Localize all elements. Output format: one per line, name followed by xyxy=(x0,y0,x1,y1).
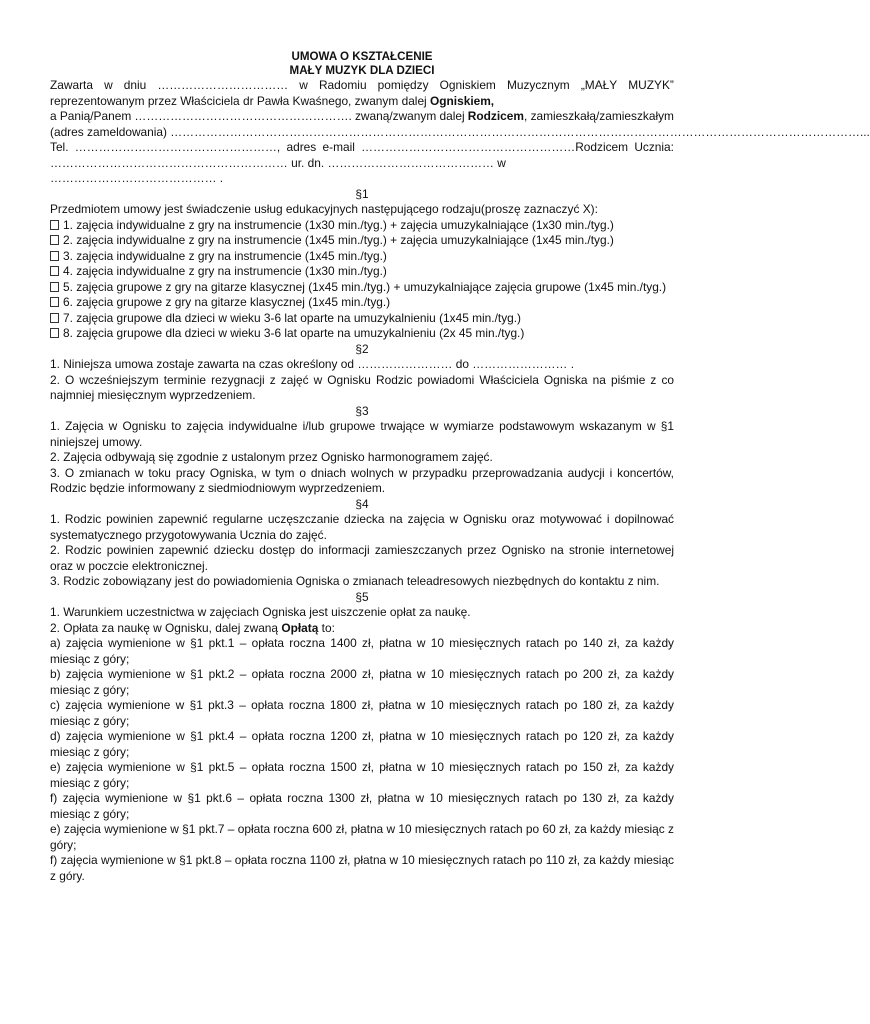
document-title-line-1: UMOWA O KSZTAŁCENIE xyxy=(291,50,433,63)
section-4-paragraph: 2. Rodzic powinien zapewnić dziecku dostęp do informacji zamieszczanych przez Ognisko na stronie internetowej oraz w poczcie elektronicznej. xyxy=(50,543,674,573)
section-5-paragraph xyxy=(50,621,674,637)
section-5-paragraph: 1. Warunkiem uczestnictwa w zajęciach Ogniska jest uiszczenie opłat za naukę. xyxy=(50,605,471,619)
option-label: 6. zajęcia grupowe z gry na gitarze klasycznej (1x45 min./tyg.) xyxy=(63,295,391,309)
service-option xyxy=(50,295,674,311)
intro-word: Muzycznym xyxy=(506,78,570,92)
fee-item: e) zajęcia wymienione w §1 pkt.7 – opłata roczna 600 zł, płatna w 10 miesięcznych ratach po 60 zł, za każdy miesiąc z góry; xyxy=(50,822,674,852)
option-label: 1. zajęcia indywidualne z gry na instrumencie (1x30 min./tyg.) + zajęcia umuzykalniające (1x30 min./tyg.) xyxy=(63,217,614,232)
section-3-paragraph: 2. Zajęcia odbywają się zgodnie z ustalonym przez Ognisko harmonogramem zajęć. xyxy=(50,450,493,464)
fee-item: d) zajęcia wymienione w §1 pkt.4 – opłata roczna 1200 zł, płatna w 10 miesięcznych ratach po 120 zł, za każdy miesiąc z góry; xyxy=(50,729,674,759)
service-option xyxy=(50,326,674,342)
service-option xyxy=(50,233,674,249)
name-blank: ………………………………………………. xyxy=(134,109,352,123)
option-checkbox[interactable] xyxy=(50,266,59,276)
intro-line-3 xyxy=(50,109,674,125)
intro-bold-ognisko: Ogniskiem, xyxy=(430,93,495,108)
date-blank: …………………………… xyxy=(157,78,289,92)
intro-word: „MAŁY xyxy=(580,78,618,92)
document-title-line-2: MAŁY MUZYK DLA DZIECI xyxy=(289,64,435,77)
service-option xyxy=(50,218,674,234)
phone-blank: ……………………………………………, xyxy=(74,140,281,154)
option-label: 8. zajęcia grupowe dla dzieci w wieku 3-6 lat oparte na umuzykalnieniu (2x 45 min./tyg.) xyxy=(63,326,525,340)
fee-item: b) zajęcia wymienione w §1 pkt.2 – opłata roczna 2000 zł, płatna w 10 miesięcznych ratach po 200 zł, za każdy miesiąc z góry; xyxy=(50,667,674,697)
intro-text: , zamieszkałą/zamieszkałym xyxy=(523,109,674,123)
intro-word: Ucznia: xyxy=(634,140,674,154)
intro-line-1 xyxy=(50,78,674,94)
option-label: 3. zajęcia indywidualne z gry na instrumencie (1x45 min./tyg.) xyxy=(63,248,387,263)
intro-word: Zawarta xyxy=(50,78,93,92)
intro-rodzic-group xyxy=(468,109,674,125)
intro-word: dalej xyxy=(439,109,465,123)
service-option xyxy=(50,264,674,280)
option-checkbox[interactable] xyxy=(50,313,59,323)
fee-intro-text: to: xyxy=(318,620,335,635)
section-4-paragraph: 1. Rodzic powinien zapewnić regularne uczęszczanie dziecka na zajęcia w Ognisku oraz motywować i dopilnować systematycznego przygotowywania Ucznia do zajęć. xyxy=(50,512,674,542)
contract-document xyxy=(50,50,870,884)
fee-item: a) zajęcia wymienione w §1 pkt.1 – opłata roczna 1400 zł, płatna w 10 miesięcznych ratach po 140 zł, za każdy miesiąc z góry; xyxy=(50,636,674,666)
section-2-heading: §2 xyxy=(355,341,369,356)
section-3-paragraph: 3. O zmianach w toku pracy Ogniska, w tym o dniach wolnych w przypadku przeprowadzania audycji i koncertów, Rodzic będzie informowany z siedmiodniowym wyprzedzeniem. xyxy=(50,465,674,495)
intro-word: zwaną/zwanym xyxy=(354,109,437,123)
intro-word: w xyxy=(299,78,308,92)
intro-word: Radomiu xyxy=(318,78,367,92)
section-5-heading: §5 xyxy=(355,589,369,604)
intro-line-2 xyxy=(50,94,674,110)
option-label: 5. zajęcia grupowe z gry na gitarze klasycznej (1x45 min./tyg.) + umuzykalniające zajęcia grupowe (1x45 min./tyg.) xyxy=(63,279,667,294)
section-3-heading: §3 xyxy=(355,403,369,418)
option-checkbox[interactable] xyxy=(50,328,59,338)
intro-word: Ogniskiem xyxy=(439,78,496,92)
email-blank: ………………………………………………Rodzicem xyxy=(361,140,629,154)
intro-word: e-mail xyxy=(322,140,355,154)
intro-word: a xyxy=(50,109,57,123)
option-checkbox[interactable] xyxy=(50,235,59,245)
intro-line-4: (adres zameldowania) …………………………………………………………………………………………………………………………………………………………... xyxy=(50,124,870,139)
intro-line-5 xyxy=(50,140,674,156)
fee-intro-bold: Opłatą xyxy=(281,620,319,635)
service-option xyxy=(50,311,674,327)
intro-line-6: …………………………………………………… ur. dn. …………………………………… w …………………………………… . xyxy=(50,155,506,185)
intro-word: MUZYK” xyxy=(628,78,674,92)
intro-text: reprezentowanym przez Właściciela dr Pawła Kwaśnego, zwanym dalej xyxy=(50,93,431,108)
section-2-paragraph: 2. O wcześniejszym terminie rezygnacji z zajęć w Ognisku Rodzic powiadomi Właściciela Ogniska na piśmie z co najmniej miesięcznym wyprzedzeniem. xyxy=(50,372,674,402)
intro-word: Panią/Panem xyxy=(59,109,132,123)
intro-word: adres xyxy=(286,140,317,154)
option-label: 2. zajęcia indywidualne z gry na instrumencie (1x45 min./tyg.) + zajęcia umuzykalniające (1x45 min./tyg.) xyxy=(63,233,614,247)
intro-word: pomiędzy xyxy=(377,78,429,92)
fee-item: f) zajęcia wymienione w §1 pkt.8 – opłata roczna 1100 zł, płatna w 10 miesięcznych ratach po 110 zł, za każdy miesiąc z góry. xyxy=(50,853,674,883)
fee-item: f) zajęcia wymienione w §1 pkt.6 – opłata roczna 1300 zł, płatna w 10 miesięcznych ratach po 130 zł, za każdy miesiąc z góry; xyxy=(50,791,674,821)
option-checkbox[interactable] xyxy=(50,282,59,292)
intro-bold-rodzic: Rodzicem xyxy=(467,109,524,123)
intro-word: dniu xyxy=(123,78,147,92)
option-label: 7. zajęcia grupowe dla dzieci w wieku 3-6 lat oparte na umuzykalnieniu (1x45 min./tyg.) xyxy=(63,310,522,325)
service-option xyxy=(50,280,674,296)
fee-intro-text: 2. Opłata za naukę w Ognisku, dalej zwaną xyxy=(50,620,282,635)
intro-word: w xyxy=(104,78,113,92)
option-label: 4. zajęcia indywidualne z gry na instrumencie (1x30 min./tyg.) xyxy=(63,264,387,278)
intro-word: Tel. xyxy=(50,140,69,154)
option-checkbox[interactable] xyxy=(50,220,59,230)
section-2-paragraph: 1. Niniejsza umowa zostaje zawarta na czas określony od …………………… do …………………… . xyxy=(50,357,575,371)
option-checkbox[interactable] xyxy=(50,297,59,307)
section-4-paragraph: 3. Rodzic zobowiązany jest do powiadomienia Ogniska o zmianach teleadresowych niezbędnych do kontaktu z nim. xyxy=(50,574,660,588)
fee-item: e) zajęcia wymienione w §1 pkt.5 – opłata roczna 1500 zł, płatna w 10 miesięcznych ratach po 150 zł, za każdy miesiąc z góry; xyxy=(50,760,674,790)
section-1-lead: Przedmiotem umowy jest świadczenie usług edukacyjnych następującego rodzaju(proszę zaznaczyć X): xyxy=(50,202,598,216)
option-checkbox[interactable] xyxy=(50,251,59,261)
section-3-paragraph: 1. Zajęcia w Ognisku to zajęcia indywidualne i/lub grupowe trwające w wymiarze podstawowym wskazanym w §1 niniejszej umowy. xyxy=(50,419,674,449)
section-4-heading: §4 xyxy=(355,496,369,511)
section-1-heading: §1 xyxy=(355,186,369,201)
service-option xyxy=(50,249,674,265)
fee-item: c) zajęcia wymienione w §1 pkt.3 – opłata roczna 1800 zł, płatna w 10 miesięcznych ratach po 180 zł, za każdy miesiąc z góry; xyxy=(50,698,674,728)
